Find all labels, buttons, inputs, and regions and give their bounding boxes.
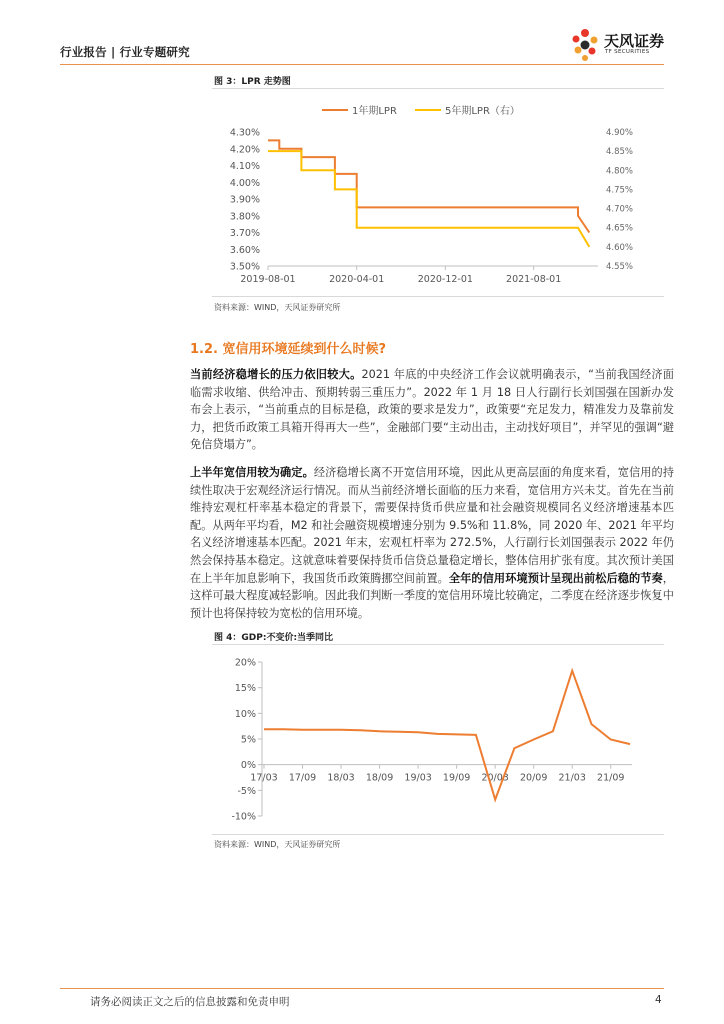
- paragraph-2-lead: 上半年宽信用较为确定。: [190, 466, 314, 479]
- section-title: 1.2. 宽信用环境延续到什么时候?: [190, 342, 387, 357]
- paragraph-1-text: 2021 年底的中央经济工作会议就明确表示，“当前我国经济面临需求收缩、供给冲击、预期转弱三重压力”。2022 年 1 月 18 日人行副行长刘国强在国新办发布会上表示，“当前重点的目标是稳，政策的要求是发力”，政策要“充足发力，精准发力及靠前发力，把货币政策工具箱开得再大一些”，金融部门要“主动出击，主动找好项目”，并罕见的强调“避免信贷塌方”。: [190, 368, 674, 452]
- y-tick-label: 5%: [240, 734, 256, 746]
- y-right-tick-label: 4.55%: [606, 262, 634, 272]
- x-tick-label: 18/03: [327, 772, 355, 784]
- x-tick-label: 2021-08-01: [506, 274, 562, 285]
- y-left-tick-label: 3.50%: [229, 261, 260, 273]
- paragraph-2-text-end: ，这样可最大程度减轻影响。因此我们判断一季度的宽信用环境比较确定，二季度在经济逐步恢复中预计也将保持较为宽松的信用环境。: [190, 571, 674, 620]
- y-tick-label: 20%: [234, 657, 256, 669]
- logo-text-cn: 天风证券: [604, 32, 665, 50]
- x-tick-label: 19/03: [404, 772, 432, 784]
- y-right-tick-label: 4.70%: [606, 204, 634, 215]
- y-tick-label: -5%: [237, 785, 256, 797]
- y-tick-label: 15%: [234, 683, 256, 695]
- paragraph-1-lead: 当前经济稳增长的压力依旧较大。: [190, 368, 362, 381]
- figure4-top-rule: [212, 644, 664, 645]
- report-header: 行业报告 | 行业专题研究: [60, 45, 190, 59]
- x-tick-label: 2019-08-01: [240, 274, 296, 285]
- x-tick-label: 18/09: [365, 772, 394, 784]
- logo-text-en: TF SECURITIES: [605, 49, 650, 55]
- y-right-tick-label: 4.90%: [606, 128, 634, 138]
- series-line-2: [268, 151, 589, 247]
- gdp-line-chart: [212, 646, 664, 832]
- x-tick-label: 19/09: [442, 772, 471, 784]
- figure4-title: 图 4：GDP:不变价:当季同比: [214, 633, 334, 643]
- x-tick-label: 17/09: [288, 772, 317, 784]
- x-tick-label: 21/03: [558, 772, 586, 784]
- figure3-top-rule: [212, 88, 664, 89]
- y-right-tick-label: 4.80%: [606, 166, 634, 177]
- x-tick-label: 21/09: [597, 772, 625, 784]
- legend-label-2: 5年期LPR（右）: [445, 106, 520, 117]
- y-right-tick-label: 4.75%: [606, 185, 634, 196]
- footer-disclaimer: 请务必阅读正文之后的信息披露和免责申明: [90, 996, 290, 1008]
- figure3-bottom-rule: [212, 296, 664, 297]
- y-tick-label: -10%: [231, 811, 256, 823]
- logo-flower-icon: [573, 29, 598, 61]
- y-right-tick-label: 4.65%: [606, 223, 634, 234]
- lpr-line-chart: [212, 92, 664, 292]
- page-number: 4: [655, 994, 662, 1006]
- y-left-tick-label: 3.80%: [229, 211, 260, 223]
- footer-rule: [60, 988, 664, 989]
- paragraph-2-text: 经济稳增长离不开宽信用环境，因此从更高层面的角度来看，宽信用的持续性取决于宏观经济运行情况。而从当前经济增长面临的压力来看，宽信用方兴未艾。首先在当前维持宏观杠杆率基本稳定的背景下，需要保持货币供应量和社会融资规模同名义经济增速基本匹配。从两年平均看，M2 和社会融资规模增速分别为 9.5%和 11.8%，同 2020 年、2021 年平均名义经济增速基本匹配。2021 年末，宏观杠杆率为 272.5%，人行副行长刘国强表示 2022 年仍然会保持基本稳定。这就意味着要保持货币信贷总量稳定增长，整体信用扩张有度。其次预计美国在上半年加息影响下，我国货币政策腾挪空间前置。: [190, 466, 674, 585]
- figure4-source: 资料来源：WIND，天风证券研究所: [214, 840, 341, 849]
- y-left-tick-label: 3.90%: [229, 194, 260, 206]
- figure4-bottom-rule: [212, 834, 664, 835]
- y-left-tick-label: 4.30%: [229, 127, 260, 139]
- x-tick-label: 17/03: [250, 772, 278, 784]
- x-tick-label: 20/03: [481, 772, 509, 784]
- y-left-tick-label: 4.10%: [229, 161, 260, 172]
- header-rule: [60, 64, 664, 65]
- paragraph-2-emphasis: 全年的信用环境预计呈现出前松后稳的节奏: [448, 571, 663, 585]
- paragraph-2: [190, 464, 674, 622]
- y-left-tick-label: 4.00%: [229, 177, 260, 189]
- figure3-source: 资料来源：WIND，天风证券研究所: [214, 303, 341, 312]
- x-tick-label: 2020-04-01: [329, 274, 385, 285]
- y-left-tick-label: 3.60%: [229, 244, 260, 256]
- x-tick-label: 20/09: [519, 772, 548, 784]
- legend-label-1: 1年期LPR: [352, 106, 397, 117]
- y-left-tick-label: 3.70%: [229, 228, 260, 239]
- y-right-tick-label: 4.60%: [606, 242, 634, 253]
- y-left-tick-label: 4.20%: [229, 144, 260, 156]
- y-tick-label: 10%: [234, 708, 256, 720]
- y-right-tick-label: 4.85%: [606, 147, 634, 158]
- x-tick-label: 2020-12-01: [417, 274, 473, 285]
- y-tick-label: 0%: [240, 760, 256, 772]
- paragraph-1: [190, 366, 674, 454]
- series-line-1: [268, 140, 589, 232]
- figure3-title: 图 3：LPR 走势图: [214, 77, 291, 87]
